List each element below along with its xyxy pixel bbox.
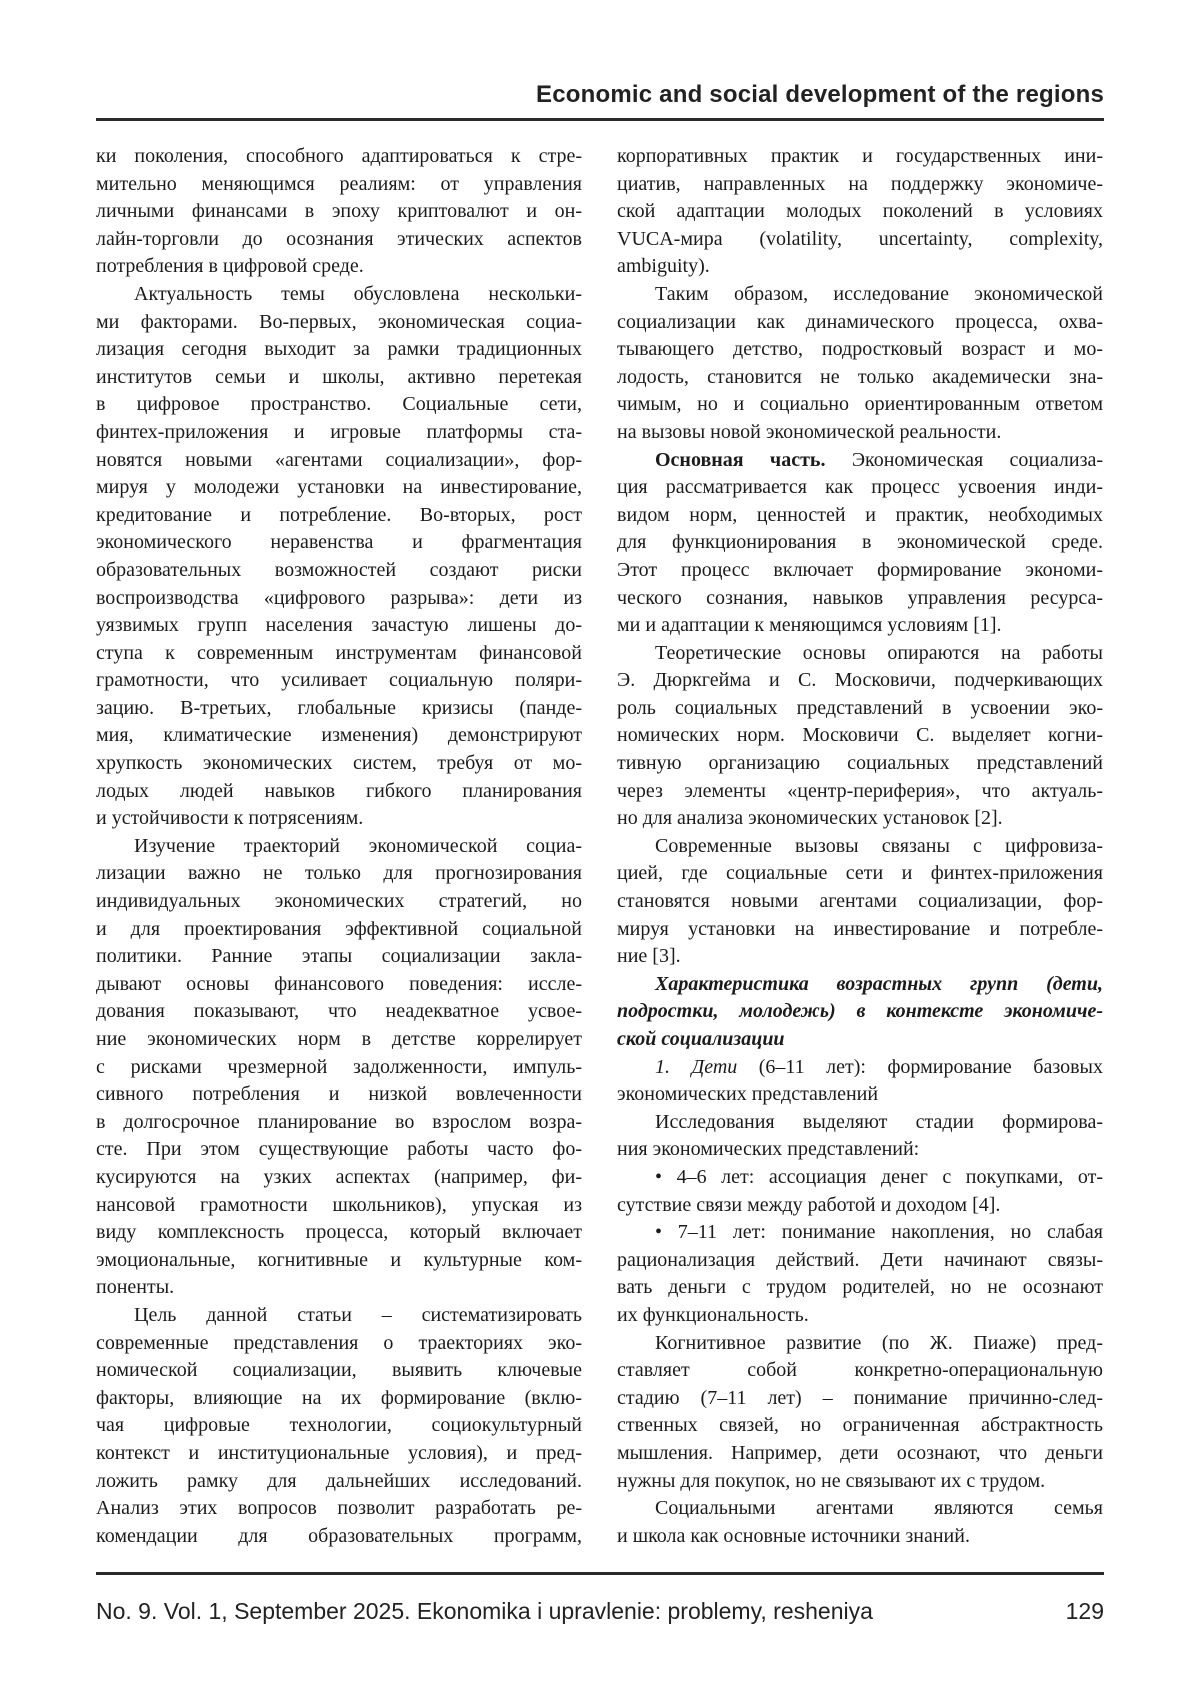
text-line: корпоративных практик и государственных ини-: [617, 145, 1103, 167]
text-line: мышления. Например, дети осознают, что деньги: [617, 1441, 1103, 1464]
text-line: ми факторами. Во-первых, экономическая социа-: [96, 310, 582, 333]
text-line: кредитование и потребление. Во-вторых, рост: [96, 503, 582, 526]
paragraph: [617, 447, 1103, 640]
text-line: тивную организацию социальных представлений: [617, 752, 1103, 775]
text-line: на вызовы новой экономической реальности.: [617, 420, 1002, 443]
text-line: поненты.: [96, 1276, 175, 1299]
text-line: ственных связей, но ограниченная абстрактность: [617, 1414, 1103, 1437]
text-line: новятся новыми «агентами социализации», фор-: [96, 448, 582, 471]
text-line: Теоретические основы опираются на работы: [655, 641, 1103, 664]
text-line: видом норм, ценностей и практик, необходимых: [617, 503, 1103, 526]
text-line: Когнитивное развитие (по Ж. Пиаже) пред-: [655, 1331, 1103, 1354]
text-line: мируя установки на инвестирование и потребле-: [617, 917, 1103, 940]
footer-issue-info: No. 9. Vol. 1, September 2025. Ekonomika i upravlenie: problemy, resheniya: [96, 1598, 873, 1624]
text-line: зацию. В-третьих, глобальные кризисы (панде-: [96, 696, 582, 719]
text-line: ской адаптации молодых поколений в условиях: [617, 200, 1103, 223]
text-line: Анализ этих вопросов позволит разработать ре-: [96, 1497, 582, 1520]
text-line: циатив, направленных на поддержку экономиче-: [617, 172, 1103, 195]
paragraph: [617, 1054, 1103, 1109]
text-line: лайн-торговли до осознания этических аспектов: [96, 227, 582, 250]
text-line: через элементы «центр-периферия», что актуаль-: [617, 779, 1103, 802]
text-line: номической социализации, выявить ключевые: [96, 1359, 582, 1382]
text-line: Социальными агентами являются семья: [655, 1497, 1103, 1520]
text-line: комендации для образовательных программ,: [96, 1524, 582, 1547]
text-line: лизации важно не только для прогнозирования: [96, 862, 582, 885]
text-line: VUCA-мира (volatility, uncertainty, complexity,: [617, 227, 1103, 250]
paragraph: [617, 1219, 1103, 1329]
text-line: вать деньги с трудом родителей, но не осознают: [617, 1276, 1103, 1299]
text-segment: Экономическая социализа-: [825, 448, 1103, 471]
text-line: Актуальность темы обусловлена нескольки-: [134, 282, 582, 305]
paragraph: [617, 640, 1103, 833]
text-line: стадию (7–11 лет) – понимание причинно-след-: [617, 1386, 1103, 1409]
text-line: ступа к современным инструментам финансовой: [96, 641, 582, 664]
text-line: институтов семьи и школы, активно перетекая: [96, 365, 582, 388]
text-line: дования показывают, что неадекватное усвое-: [96, 1000, 582, 1023]
text-line: экономического неравенства и фрагментация: [96, 531, 582, 554]
text-line: мительно меняющимся реалиям: от управления: [96, 172, 582, 195]
paragraph: [96, 143, 582, 281]
text-line: ставляет собой конкретно-операциональную: [617, 1359, 1103, 1382]
text-line: Исследования выделяют стадии формирова-: [655, 1110, 1103, 1133]
text-line: индивидуальных экономических стратегий, но: [96, 890, 582, 913]
text-line: Этот процесс включает формирование экономи-: [617, 558, 1103, 581]
text-line: финтех-приложения и игровые платформы ста-: [96, 420, 582, 443]
paragraph: [617, 1109, 1103, 1164]
text-line: сте. При этом существующие работы часто фо-: [96, 1138, 582, 1161]
paragraph: [96, 833, 582, 1302]
text-line: современные представления о траекториях эко-: [96, 1331, 582, 1354]
paragraph: [96, 1302, 582, 1550]
text-line: • 7–11 лет: понимание накопления, но слабая: [655, 1221, 1103, 1244]
text-column-left: [96, 143, 582, 1550]
text-line: нужны для покупок, но не связывают их с трудом.: [617, 1469, 1046, 1492]
text-line: ской социализации: [617, 1028, 785, 1050]
text-line: хрупкость экономических систем, требуя от мо-: [96, 752, 582, 775]
text-line: ческого сознания, навыков управления ресурса-: [617, 586, 1103, 609]
text-line: Таким образом, исследование экономической: [655, 282, 1103, 305]
text-line: для функционирования в экономической среде.: [617, 531, 1103, 554]
italic-lead-text: 1. Дети: [655, 1055, 738, 1078]
text-line: ние экономических норм в детстве коррелирует: [96, 1028, 582, 1050]
text-line: сивного потребления и низкой вовлеченности: [96, 1083, 582, 1106]
text-line: ния экономических представлений:: [617, 1138, 920, 1161]
text-line: лодость, становится не только академически зна-: [617, 365, 1103, 388]
text-line: дывают основы финансового поведения: иссле-: [96, 972, 582, 995]
text-line: Современные вызовы связаны с цифровиза-: [655, 834, 1103, 857]
text-line: ложить рамку для дальнейших исследований.: [96, 1469, 582, 1492]
text-line: [617, 1054, 1103, 1082]
text-line: ние [3].: [617, 945, 681, 968]
text-line: уязвимых групп населения зачастую лишены до-: [96, 614, 582, 637]
text-line: политики. Ранние этапы социализации закла-: [96, 945, 582, 968]
page-number: 129: [1065, 1598, 1104, 1624]
text-line: Изучение траекторий экономической социа-: [134, 834, 582, 857]
text-line: и устойчивости к потрясениям.: [96, 807, 364, 830]
text-line: их функциональность.: [617, 1303, 809, 1326]
paragraph: [617, 281, 1103, 447]
text-line: факторы, влияющие на их формирование (вклю-: [96, 1386, 582, 1409]
text-line: экономических представлений: [617, 1083, 879, 1106]
text-line: цией, где социальные сети и финтех-приложения: [617, 862, 1103, 885]
paragraph: [617, 1495, 1103, 1550]
text-line: грамотности, что усиливает социальную поляри-: [96, 669, 582, 692]
text-line: личными финансами в эпоху криптовалют и он-: [96, 200, 582, 223]
text-line: номических норм. Московичи С. выделяет когни-: [617, 724, 1103, 747]
text-line: подростки, молодежь) в контексте экономиче-: [617, 1000, 1103, 1023]
paragraph: [617, 1330, 1103, 1496]
text-line: и школа как основные источники знаний.: [617, 1524, 970, 1547]
text-line: рационализация действий. Дети начинают связы-: [617, 1248, 1103, 1271]
text-line: тывающего детство, подростковый возраст и мо-: [617, 338, 1103, 361]
text-line: и для проектирования эффективной социальной: [96, 917, 582, 940]
text-line: мия, климатические изменения) демонстрируют: [96, 724, 582, 747]
text-line: контекст и институциональные условия), и пред-: [96, 1441, 582, 1464]
text-line: но для анализа экономических установок [2].: [617, 807, 1003, 830]
text-line: сутствие связи между работой и доходом [4].: [617, 1193, 1001, 1216]
text-line: ция рассматривается как процесс усвоения инди-: [617, 476, 1103, 499]
text-line: мируя у молодежи установки на инвестирование,: [96, 476, 582, 499]
text-line: ambiguity).: [617, 255, 710, 278]
paragraph: [617, 971, 1103, 1054]
bold-lead-text: Основная часть.: [655, 448, 826, 471]
text-line: становятся новыми агентами социализации, фор-: [617, 890, 1103, 913]
text-column-right: [617, 143, 1103, 1550]
running-head-title: Economic and social development of the regions: [536, 81, 1104, 108]
text-line: кусируются на узких аспектах (например, фи-: [96, 1165, 582, 1188]
text-columns: [96, 143, 1104, 1550]
text-line: воспроизводства «цифрового разрыва»: дети из: [96, 586, 582, 609]
paragraph: [617, 143, 1103, 281]
text-line: эмоциональные, когнитивные и культурные ком-: [96, 1248, 582, 1271]
text-line: виду комплексность процесса, который включает: [96, 1221, 582, 1244]
text-line: лодых людей навыков гибкого планирования: [96, 779, 582, 802]
text-line: Характеристика возрастных групп (дети,: [655, 972, 1103, 995]
text-line: в цифровое пространство. Социальные сети,: [96, 393, 582, 416]
text-line: в долгосрочное планирование во взрослом возра-: [96, 1110, 582, 1133]
text-line: Э. Дюркгейма и С. Московичи, подчеркивающих: [617, 669, 1103, 692]
text-line: ми и адаптации к меняющимся условиям [1].: [617, 614, 1002, 637]
text-line: роль социальных представлений в усвоении эко-: [617, 696, 1103, 719]
text-line: социализации как динамического процесса, охва-: [617, 310, 1103, 333]
text-line: Цель данной статьи – систематизировать: [134, 1303, 582, 1326]
text-line: чая цифровые технологии, социокультурный: [96, 1414, 582, 1437]
text-line: образовательных возможностей создают риски: [96, 558, 582, 581]
running-head: [96, 0, 1104, 121]
text-segment: (6–11 лет): формирование базовых: [737, 1055, 1103, 1078]
text-line: потребления в цифровой среде.: [96, 255, 364, 278]
text-line: ки поколения, способного адаптироваться к стре-: [96, 145, 582, 167]
text-line: чимым, но и социально ориентированным ответом: [617, 393, 1103, 416]
paragraph: [96, 281, 582, 833]
paragraph: [617, 833, 1103, 971]
text-line: нансовой грамотности школьников), упуская из: [96, 1193, 582, 1216]
text-line: • 4–6 лет: ассоциация денег с покупками, от-: [655, 1165, 1103, 1188]
page-footer: [96, 1572, 1104, 1624]
text-line: с рисками чрезмерной задолженности, импуль-: [96, 1055, 582, 1078]
paragraph: [617, 1164, 1103, 1219]
text-line: [617, 447, 1103, 475]
text-line: лизация сегодня выходит за рамки традиционных: [96, 338, 582, 361]
